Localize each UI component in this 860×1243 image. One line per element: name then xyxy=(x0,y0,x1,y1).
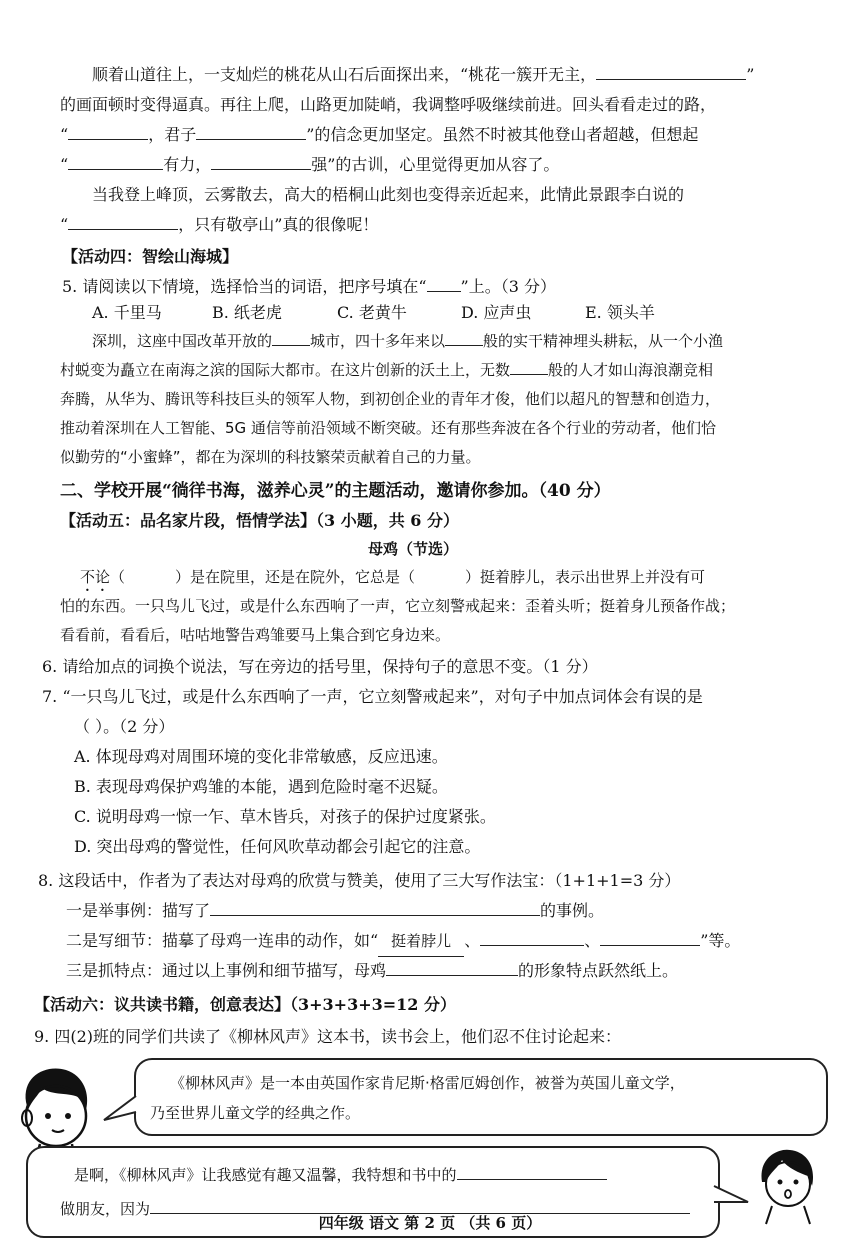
q7-option-d: D. 突出母鸡的警觉性，任何风吹草动都会引起它的注意。 xyxy=(74,837,481,856)
bubble-boy-line-1: 《柳林风声》是一本由英国作家肯尼斯·格雷厄姆创作，被誉为英国儿童文学， xyxy=(170,1074,685,1092)
shenzhen-line-3: 奔腾，从华为、腾讯等科技巨头的领军人物，到初创企业的青年才俊，他们以超凡的智慧和创造力， xyxy=(60,390,721,408)
q8-item-2: 二是写细节：描摹了母鸡一连串的动作，如“ 挺着脖儿 、 、 ”等。 xyxy=(66,926,740,957)
poem-line-2: 的画面顿时变得逼真。再往上爬，山路更加陡峭，我调整呼吸继续前进。回头看看走过的路， xyxy=(60,95,717,114)
answer-blank[interactable] xyxy=(480,927,584,946)
q7-option-a: A. 体现母鸡对周围环境的变化非常敏感，反应迅速。 xyxy=(74,747,448,766)
answer-blank[interactable] xyxy=(211,151,311,170)
q7-option-b: B. 表现母鸡保护鸡雏的本能，遇到危险时毫不迟疑。 xyxy=(74,777,448,796)
q5-option-d: D. 应声虫 xyxy=(461,303,532,322)
q5-option-e: E. 领头羊 xyxy=(585,303,655,322)
q8-item-1: 一是举事例：描写了 的事例。 xyxy=(66,896,604,926)
hen-line-3: 看看前，看看后，咕咕地警告鸡雏要马上集合到它身边来。 xyxy=(60,626,451,644)
example-blank xyxy=(427,273,461,292)
shenzhen-line-1: 深圳，这座中国改革开放的 城市，四十多年来以 般的实干精神埋头耕耘，从一个小渔 xyxy=(92,326,723,356)
bubble-tail-left xyxy=(102,1094,142,1126)
activity-6-title: 【活动六：议共读书籍，创意表达】（3+3+3+3=12 分） xyxy=(34,995,456,1014)
shenzhen-line-2: 村蜕变为矗立在南海之滨的国际大都市。在这片创新的沃土上，无数 般的人才如山海浪潮竞相 xyxy=(60,355,713,385)
q5-options xyxy=(92,298,655,328)
q7-option-c: C. 说明母鸡一惊一乍、草木皆兵，对孩子的保护过度紧张。 xyxy=(74,807,496,826)
page-footer: 四年级 语文 第 2 页 （共 6 页） xyxy=(318,1214,542,1232)
answer-blank[interactable] xyxy=(68,211,178,230)
answer-blank[interactable] xyxy=(68,121,148,140)
bubble-boy-line-2: 乃至世界儿童文学的经典之作。 xyxy=(150,1104,361,1122)
question-5: 5. 请阅读以下情境，选择恰当的词语，把序号填在“ ”上。（3 分） xyxy=(62,272,556,302)
answer-blank[interactable] xyxy=(196,121,306,140)
bubble-girl-line-1: 是啊，《柳林风声》让我感觉有趣又温馨，我特想和书中的 xyxy=(74,1160,607,1190)
question-6: 6. 请给加点的词换个说法，写在旁边的括号里，保持句子的意思不变。（1 分） xyxy=(42,657,598,676)
text-title: 母鸡（节选） xyxy=(368,540,459,558)
hen-line-2: 怕的东西。一只鸟儿飞过，或是什么东西响了一声，它立刻警戒起来：歪着头听；挺着身儿预备作战； xyxy=(60,597,736,615)
hen-line-1: 不论（ ）是在院里，还是在院外，它总是（ ）挺着脖儿，表示出世界上并没有可 xyxy=(80,568,706,586)
poem-line-6: “ ，只有敬亭山”真的很像呢！ xyxy=(60,210,378,240)
answer-blank[interactable] xyxy=(272,327,310,346)
poem-line-4: “ 有力， 强”的古训，心里觉得更加从容了。 xyxy=(60,150,559,180)
q5-option-c: C. 老黄牛 xyxy=(337,303,407,322)
answer-blank[interactable] xyxy=(210,897,540,916)
poem-line-3: “ ，君子 ”的信念更加坚定。虽然不时被其他登山者超越，但想起 xyxy=(60,120,698,150)
answer-blank[interactable] xyxy=(445,327,483,346)
q5-option-b: B. 纸老虎 xyxy=(212,303,282,322)
q8-item-3: 三是抓特点：通过以上事例和细节描写，母鸡 的形象特点跃然纸上。 xyxy=(66,956,678,986)
shenzhen-line-5: 似勤劳的“小蜜蜂”，都在为深圳的科技繁荣贡献着自己的力量。 xyxy=(60,448,481,466)
q5-option-a: A. 千里马 xyxy=(92,303,162,322)
shenzhen-line-4: 推动着深圳在人工智能、5G 通信等前沿领域不断突破。还有那些奔波在各个行业的劳动者，他们恰 xyxy=(60,419,716,437)
poem-line-1: 顺着山道往上，一支灿烂的桃花从山石后面探出来，“桃花一簇开无主， ” xyxy=(92,60,754,90)
question-9: 9. 四(2)班的同学们共读了《柳林风声》这本书，读书会上，他们忍不住讨论起来： xyxy=(34,1027,622,1046)
activity-4-title: 【活动四：智绘山海城】 xyxy=(62,247,239,266)
answer-blank[interactable] xyxy=(510,356,548,375)
bubble-girl-line-2: 做朋友，因为 xyxy=(60,1194,690,1224)
section-2-title: 二、学校开展“徜徉书海，滋养心灵”的主题活动，邀请你参加。（40 分） xyxy=(60,481,611,501)
activity-5-title: 【活动五：品名家片段，悟情学法】（3 小题，共 6 分） xyxy=(60,511,459,530)
answer-blank[interactable] xyxy=(457,1161,607,1180)
poem-line-5: 当我登上峰顶，云雾散去，高大的梧桐山此刻也变得亲近起来，此情此景跟李白说的 xyxy=(92,185,685,204)
answer-blank[interactable] xyxy=(600,927,700,946)
answer-blank[interactable] xyxy=(68,151,163,170)
question-7: 7. “一只鸟儿飞过，或是什么东西响了一声，它立刻警戒起来”，对句子中加点词体会有误的是 xyxy=(42,687,703,706)
question-7-answer: （ ）。（2 分） xyxy=(74,717,175,736)
answer-blank[interactable] xyxy=(596,61,746,80)
answer-blank[interactable] xyxy=(386,957,518,976)
question-8: 8. 这段话中，作者为了表达对母鸡的欣赏与赞美，使用了三大写作法宝：（1+1+1=3 分） xyxy=(38,871,681,890)
